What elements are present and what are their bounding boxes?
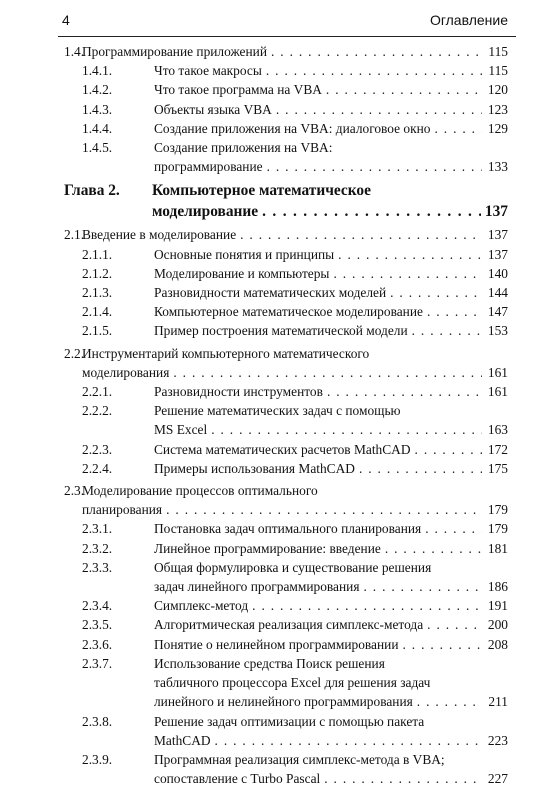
dot-leader (327, 382, 482, 401)
toc-entry[interactable] (64, 138, 508, 176)
toc-entry-title-line: Компьютерное математическое (152, 182, 371, 200)
toc-entry-title: Примеры использования MathCAD (154, 460, 355, 476)
header-rule (58, 36, 516, 37)
toc-entry-number: 2.1.2. (82, 265, 113, 281)
dot-leader (215, 731, 482, 750)
toc-entry-title-line: табличного процессора Excel для решения задач (154, 675, 431, 691)
toc-entry[interactable] (64, 459, 508, 478)
toc-page-number: 186 (487, 579, 508, 595)
toc-entry-title: Понятие о нелинейном программировании (154, 636, 399, 652)
toc-entry-title-line: Создание приложения на VBA: (154, 140, 333, 156)
dot-leader (240, 225, 482, 244)
toc-page-number: 179 (487, 502, 508, 518)
dot-leader (338, 245, 482, 264)
toc-entry-number: 2.3.8. (82, 713, 113, 729)
toc-entry[interactable] (64, 481, 508, 519)
toc-page-number: 181 (487, 540, 508, 556)
toc-entry-title: Система математических расчетов MathCAD (154, 441, 411, 457)
toc-entry-number: 2.3.9. (82, 751, 113, 767)
toc-entry-title: Что такое программа на VBA (154, 82, 322, 98)
toc-entry[interactable] (64, 382, 508, 401)
toc-page-number: 161 (487, 364, 508, 380)
dot-leader (252, 596, 482, 615)
toc-entry-number: 2.1.3. (82, 285, 113, 301)
toc-entry-title: линейного и нелинейного программирования (154, 694, 413, 710)
toc-entry[interactable] (64, 635, 508, 654)
toc-entry-number: 2.3.7. (82, 655, 113, 671)
toc-entry-number: 2.3.5. (82, 617, 113, 633)
dot-leader (271, 42, 482, 61)
toc-entry-title-line: Инструментарий компьютерного математического (82, 345, 370, 361)
toc-entry-title: Основные понятия и принципы (154, 246, 335, 262)
toc-entry[interactable] (64, 615, 508, 634)
toc-entry[interactable] (64, 401, 508, 439)
toc-page-number: 133 (487, 159, 508, 175)
toc-entry-number: 2.2.3. (82, 441, 113, 457)
toc-entry-number: 2.3.6. (82, 636, 113, 652)
toc-entry[interactable] (64, 712, 508, 750)
toc-entry-title: Алгоритмическая реализация симплекс-метода (154, 617, 424, 633)
toc-page-number: 172 (487, 441, 508, 457)
toc-entry-number: Глава 2. (64, 182, 120, 200)
toc-entry-title: Моделирование и компьютеры (154, 265, 330, 281)
toc-page-number: 208 (487, 636, 508, 652)
toc-entry-title: MathCAD (154, 732, 211, 748)
toc-entry[interactable] (64, 539, 508, 558)
toc-entry-title: моделирование (152, 203, 259, 221)
toc-page-number: 137 (484, 203, 508, 221)
toc-entry-number: 2.2. (64, 345, 85, 361)
toc-entry-number: 2.1.5. (82, 323, 113, 339)
toc-entry[interactable] (64, 321, 508, 340)
toc-page-number: 115 (488, 63, 508, 79)
toc-entry-title-line: Общая формулировка и существование решения (154, 559, 432, 575)
toc-entry-number: 1.4.3. (82, 101, 113, 117)
toc-page-number: 153 (487, 323, 508, 339)
toc-page-number: 161 (487, 384, 508, 400)
table-of-contents (64, 42, 508, 788)
toc-entry-title-line: Решение задач оптимизации с помощью пакета (154, 713, 425, 729)
toc-entry-title: Пример построения математической модели (154, 323, 408, 339)
toc-entry-title-line: Программная реализация симплекс-метода в VBA; (154, 751, 445, 767)
toc-entry[interactable] (64, 283, 508, 302)
toc-page-number: 211 (488, 694, 508, 710)
toc-page-number: 140 (487, 265, 508, 281)
dot-leader (324, 769, 482, 788)
dot-leader (326, 80, 482, 99)
dot-leader (412, 321, 482, 340)
dot-leader (417, 692, 482, 711)
toc-entry-title: Линейное программирование: введение (154, 540, 381, 556)
toc-page-number: 137 (487, 227, 508, 243)
toc-page-number: 163 (487, 422, 508, 438)
toc-page-number: 223 (487, 732, 508, 748)
toc-entry[interactable] (64, 344, 508, 382)
toc-entry-number: 1.4.1. (82, 63, 113, 79)
toc-entry-number: 2.1. (64, 227, 85, 243)
toc-page-number: 129 (487, 120, 508, 136)
toc-entry[interactable] (64, 225, 508, 244)
dot-leader (262, 201, 481, 222)
toc-entry-number: 1.4.2. (82, 82, 113, 98)
toc-page-number: 123 (487, 101, 508, 117)
toc-entry-title: Компьютерное математическое моделирование (154, 304, 423, 320)
dot-leader (333, 264, 482, 283)
dot-leader (385, 539, 482, 558)
dot-leader (415, 440, 482, 459)
toc-entry[interactable] (64, 440, 508, 459)
dot-leader (173, 363, 482, 382)
toc-entry[interactable] (64, 61, 508, 80)
toc-page-number: 115 (488, 44, 508, 59)
toc-entry-title: Что такое макросы (154, 63, 262, 79)
toc-entry[interactable] (64, 654, 508, 712)
toc-page-number: 147 (487, 304, 508, 320)
dot-leader (427, 615, 482, 634)
dot-leader (390, 283, 482, 302)
toc-entry-title: Разновидности инструментов (154, 384, 323, 400)
toc-entry[interactable] (64, 519, 508, 538)
toc-entry[interactable] (64, 264, 508, 283)
toc-entry-title: Создание приложения на VBA: диалоговое окно (154, 120, 431, 136)
toc-page-number: 137 (487, 246, 508, 262)
toc-entry-title: Введение в моделирование (82, 227, 237, 243)
toc-entry[interactable] (64, 596, 508, 615)
toc-entry-title-line: Использование средства Поиск решения (154, 655, 385, 671)
toc-entry[interactable] (64, 750, 508, 788)
toc-entry[interactable] (64, 245, 508, 264)
page-header (0, 0, 540, 40)
dot-leader (266, 61, 482, 80)
toc-entry-title-line: Решение математических задач с помощью (154, 403, 401, 419)
toc-entry-title: Программирование приложений (82, 44, 267, 59)
toc-entry-number: 1.4. (64, 44, 85, 59)
toc-entry[interactable] (64, 558, 508, 596)
toc-page-number: 120 (487, 82, 508, 98)
page-number: 4 (62, 12, 70, 28)
toc-entry-number: 2.3.3. (82, 559, 113, 575)
toc-page-number: 175 (487, 460, 508, 476)
toc-entry-number: 2.3.2. (82, 540, 113, 556)
toc-entry-title-line: Моделирование процессов оптимального (82, 483, 318, 499)
toc-entry-number: 2.3. (64, 483, 85, 499)
toc-entry-number: 2.3.1. (82, 521, 113, 537)
toc-page-number: 227 (487, 771, 508, 787)
toc-page-number: 179 (487, 521, 508, 537)
dot-leader (435, 119, 483, 138)
toc-page-number: 200 (487, 617, 508, 633)
toc-chapter-entry[interactable] (64, 180, 508, 222)
dot-leader (425, 519, 482, 538)
dot-leader (267, 157, 482, 176)
toc-entry[interactable] (64, 100, 508, 119)
toc-entry-title: планирования (82, 502, 163, 518)
toc-page-number: 191 (487, 598, 508, 614)
toc-entry-title: задач линейного программирования (154, 579, 360, 595)
toc-entry-title: моделирования (82, 364, 170, 380)
toc-page-number: 144 (487, 285, 508, 301)
toc-entry-number: 2.1.4. (82, 304, 113, 320)
toc-entry[interactable] (64, 80, 508, 99)
dot-leader (427, 302, 482, 321)
toc-entry-number: 2.1.1. (82, 246, 113, 262)
dot-leader (402, 635, 482, 654)
toc-entry-title: Симплекс-метод (154, 598, 249, 614)
dot-leader (166, 500, 482, 519)
toc-entry-title: сопоставление с Turbo Pascal (154, 771, 321, 787)
toc-entry-title: MS Excel (154, 422, 208, 438)
toc-entry-title: Разновидности математических моделей (154, 285, 387, 301)
running-title: Оглавление (429, 12, 508, 28)
toc-entry[interactable] (64, 302, 508, 321)
dot-leader (359, 459, 482, 478)
toc-entry-number: 2.2.1. (82, 384, 113, 400)
toc-entry-number: 2.3.4. (82, 598, 113, 614)
toc-entry-title: программирование (154, 159, 263, 175)
dot-leader (211, 420, 482, 439)
toc-entry-title: Объекты языка VBA (154, 101, 272, 117)
toc-entry[interactable] (64, 119, 508, 138)
toc-entry-title: Постановка задач оптимального планирования (154, 521, 422, 537)
toc-entry-number: 1.4.5. (82, 140, 113, 156)
toc-entry-number: 2.2.2. (82, 403, 113, 419)
toc-entry-number: 1.4.4. (82, 120, 113, 136)
toc-entry-number: 2.2.4. (82, 460, 113, 476)
dot-leader (364, 577, 483, 596)
dot-leader (276, 100, 482, 119)
toc-entry[interactable] (64, 42, 508, 61)
